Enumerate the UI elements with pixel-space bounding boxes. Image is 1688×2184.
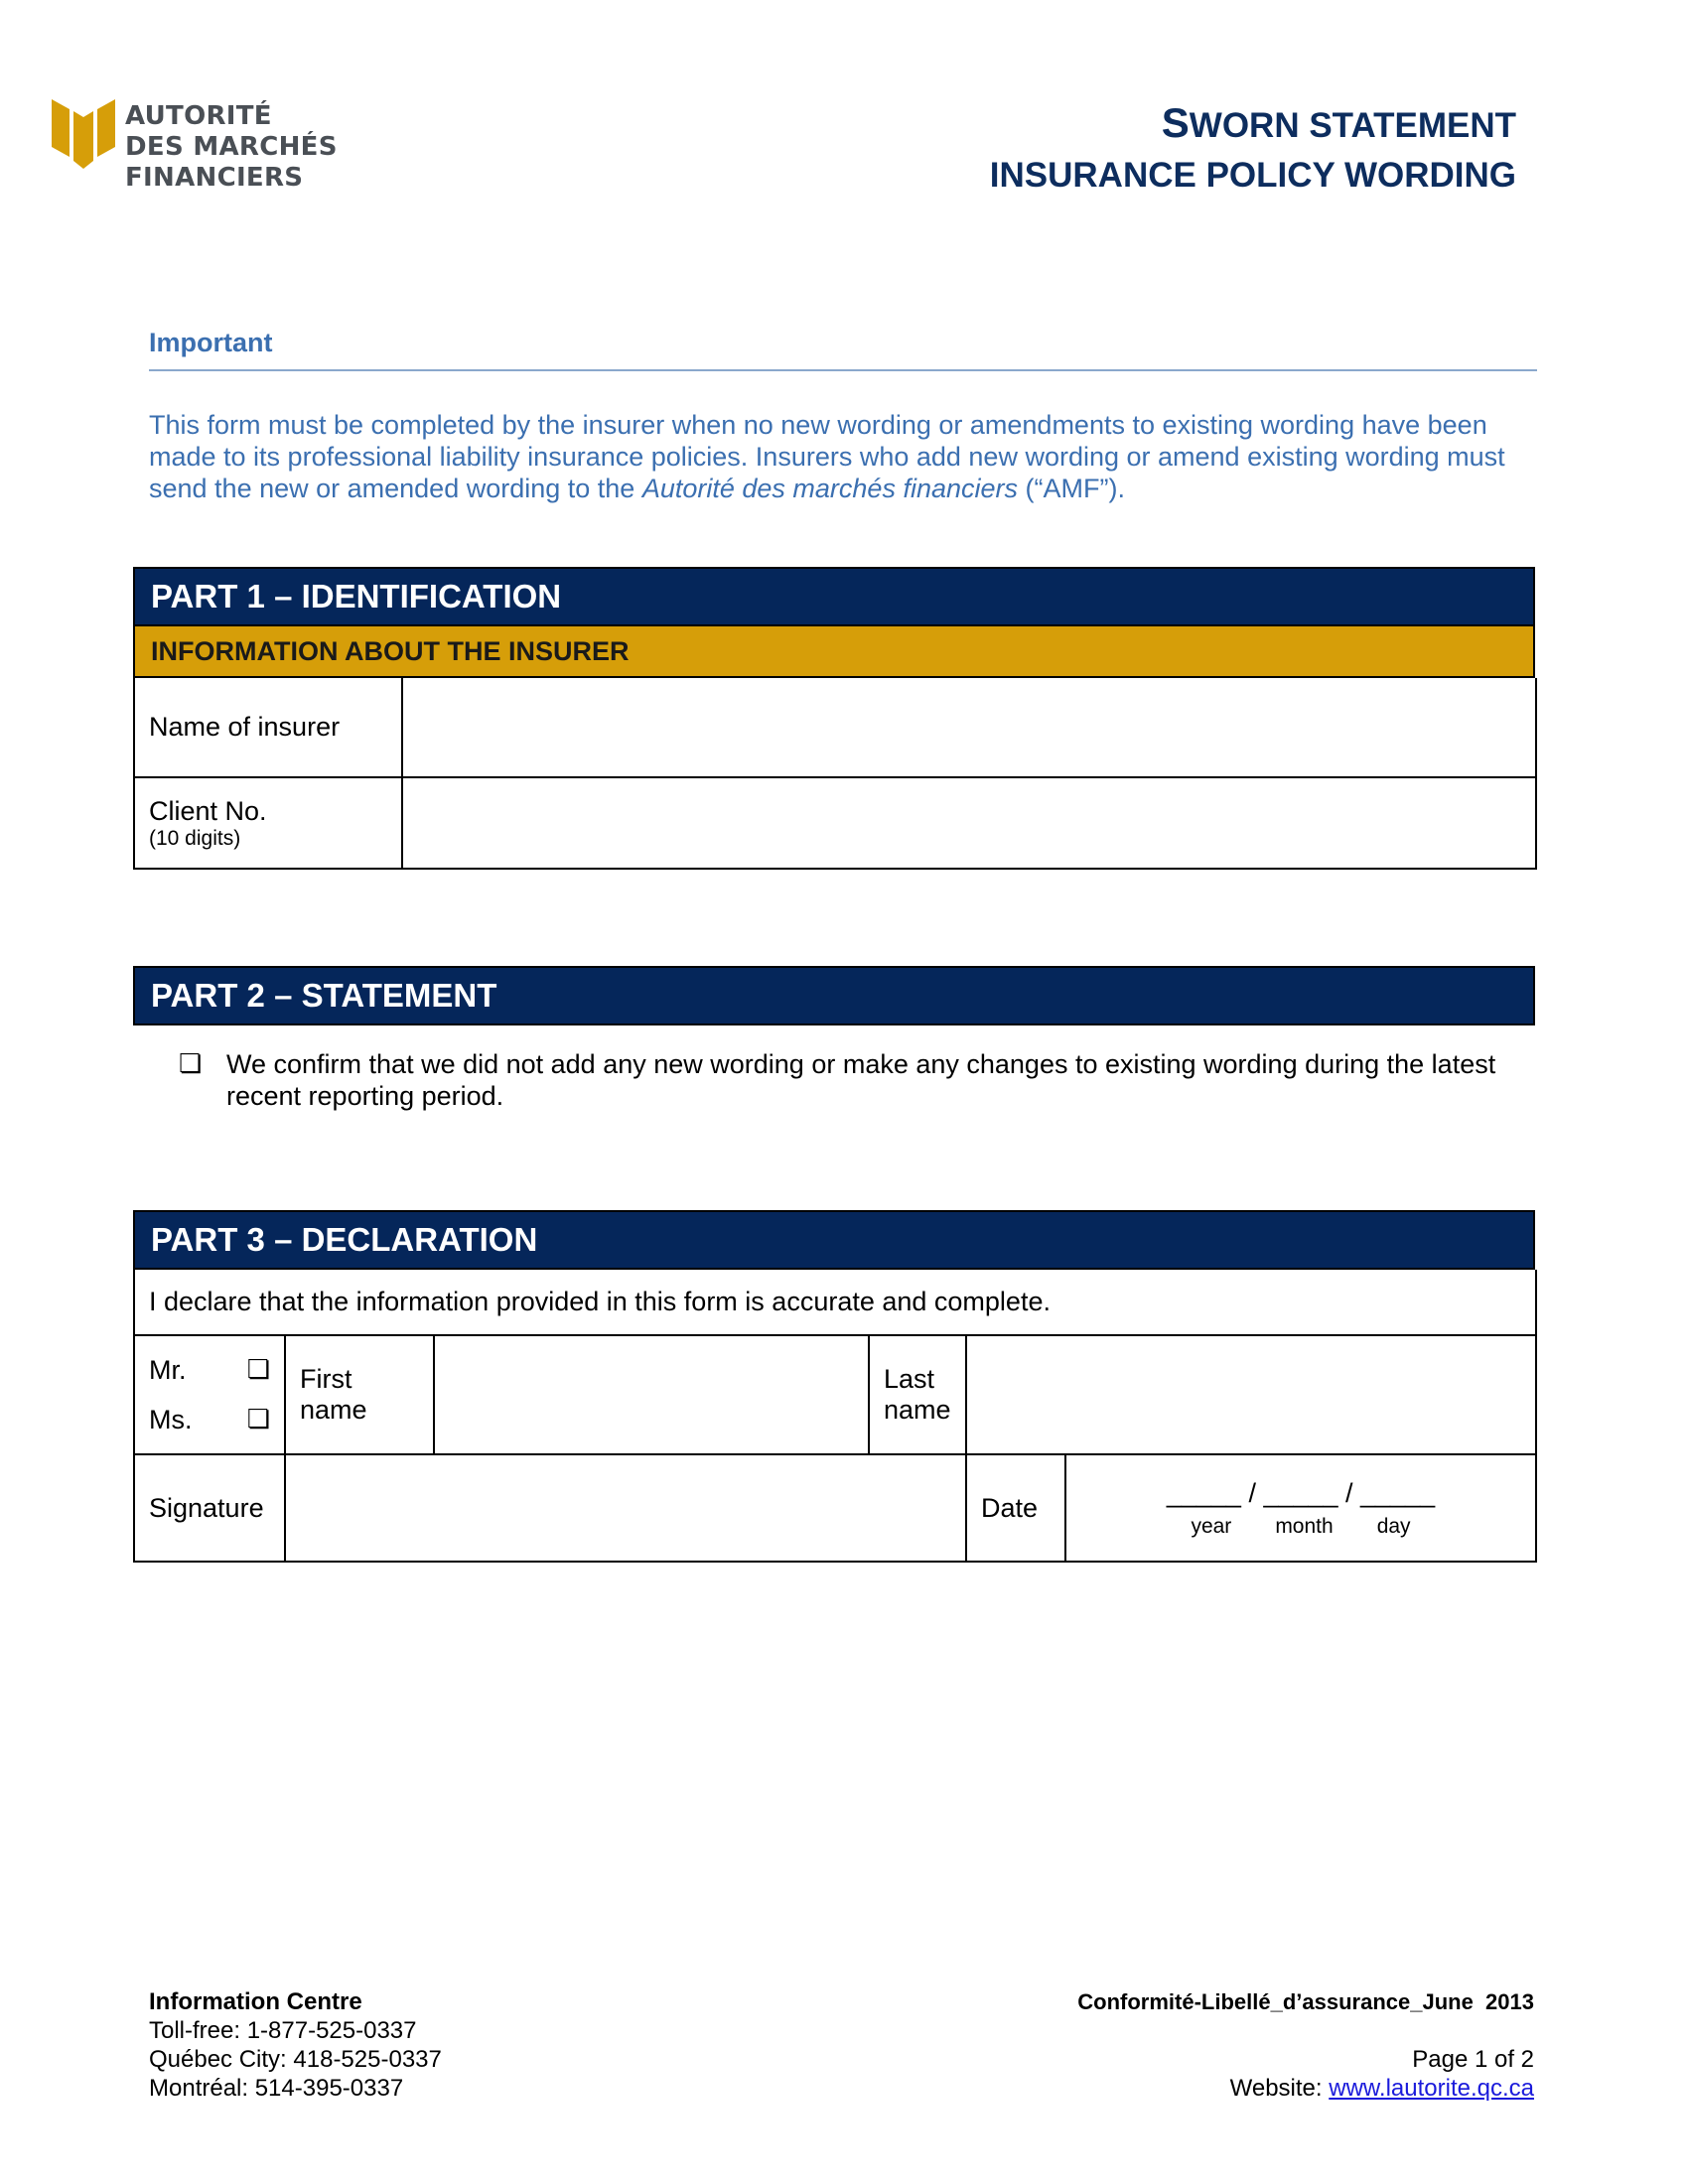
amf-name: Autorité des marchés financiers bbox=[641, 474, 1018, 503]
ms-label: Ms. bbox=[149, 1405, 193, 1434]
footer-contact bbox=[149, 1987, 442, 2103]
info-centre-title: Information Centre bbox=[149, 1988, 362, 2015]
important-heading: Important bbox=[149, 328, 273, 357]
salutation-cell bbox=[134, 1335, 285, 1454]
logo-line-3: FINANCIERS bbox=[125, 163, 304, 193]
client-no-field[interactable] bbox=[402, 777, 1536, 869]
part3-header: PART 3 – DECLARATION bbox=[133, 1210, 1535, 1270]
declaration-table bbox=[133, 1270, 1537, 1563]
important-text-main: This form must be completed by the insurer when no new wording or amendments to existing wording have been made to its professional liability insurance policies. Insurers who add new wording or amend existing wording must send the new or amended wording to the bbox=[149, 410, 1505, 503]
last-name-label: Last name bbox=[869, 1335, 966, 1454]
date-day-label: day bbox=[1376, 1514, 1411, 1538]
important-text-end: (“AMF”). bbox=[1018, 474, 1125, 503]
ms-checkbox[interactable]: ❏ bbox=[246, 1405, 270, 1434]
tollfree-number: Toll-free: 1-877-525-0337 bbox=[149, 2017, 417, 2044]
footer-info bbox=[1077, 1987, 1534, 2103]
logo-line-2: DES MARCHÉS bbox=[125, 132, 338, 162]
page-number: Page 1 of 2 bbox=[1412, 2046, 1534, 2073]
statement-text: We confirm that we did not add any new wording or make any changes to existing wording during the latest recent reporting period. bbox=[226, 1049, 1496, 1111]
statement-checkbox[interactable]: ❏ bbox=[179, 1049, 203, 1079]
title-line-2: INSURANCE POLICY WORDING bbox=[989, 156, 1516, 195]
first-name-field[interactable] bbox=[434, 1335, 869, 1454]
name-of-insurer-field[interactable] bbox=[402, 678, 1536, 777]
client-no-note: (10 digits) bbox=[149, 826, 241, 850]
form-code: Conformité-Libellé_d’assurance_June 2013 bbox=[1077, 1989, 1534, 2014]
insurer-table bbox=[133, 678, 1537, 870]
signature-field[interactable] bbox=[285, 1454, 966, 1562]
title-line-1: WORN STATEMENT bbox=[1189, 106, 1516, 145]
mr-checkbox[interactable]: ❏ bbox=[246, 1355, 270, 1385]
first-name-label: First name bbox=[285, 1335, 434, 1454]
website-label: Website: bbox=[1229, 2075, 1330, 2102]
date-blanks: _____ / _____ / _____ bbox=[1166, 1477, 1436, 1508]
important-text bbox=[149, 409, 1539, 504]
client-no-label: Client No. bbox=[149, 795, 267, 826]
logo-line-1: AUTORITÉ bbox=[125, 101, 272, 131]
important-divider bbox=[149, 369, 1537, 371]
montreal-number: Montréal: 514-395-0337 bbox=[149, 2075, 404, 2102]
mr-label: Mr. bbox=[149, 1355, 187, 1385]
date-label: Date bbox=[966, 1454, 1065, 1562]
part1-subheader: INFORMATION ABOUT THE INSURER bbox=[133, 626, 1535, 678]
title-initial: S bbox=[1161, 99, 1190, 146]
name-of-insurer-label: Name of insurer bbox=[134, 678, 402, 777]
amf-logo bbox=[50, 95, 338, 205]
document-title bbox=[990, 99, 1516, 202]
last-name-field[interactable] bbox=[966, 1335, 1536, 1454]
part1-header: PART 1 – IDENTIFICATION bbox=[133, 567, 1535, 626]
website-link[interactable]: www.lautorite.qc.ca bbox=[1329, 2075, 1534, 2102]
quebec-number: Québec City: 418-525-0337 bbox=[149, 2046, 442, 2073]
date-month-label: month bbox=[1275, 1514, 1334, 1538]
declaration-text: I declare that the information provided in this form is accurate and complete. bbox=[134, 1270, 1536, 1335]
date-field[interactable] bbox=[1065, 1454, 1536, 1562]
signature-label: Signature bbox=[134, 1454, 285, 1562]
amf-logo-icon bbox=[50, 99, 117, 171]
client-no-cell bbox=[134, 777, 402, 869]
part2-header: PART 2 – STATEMENT bbox=[133, 966, 1535, 1025]
date-year-label: year bbox=[1191, 1514, 1232, 1538]
